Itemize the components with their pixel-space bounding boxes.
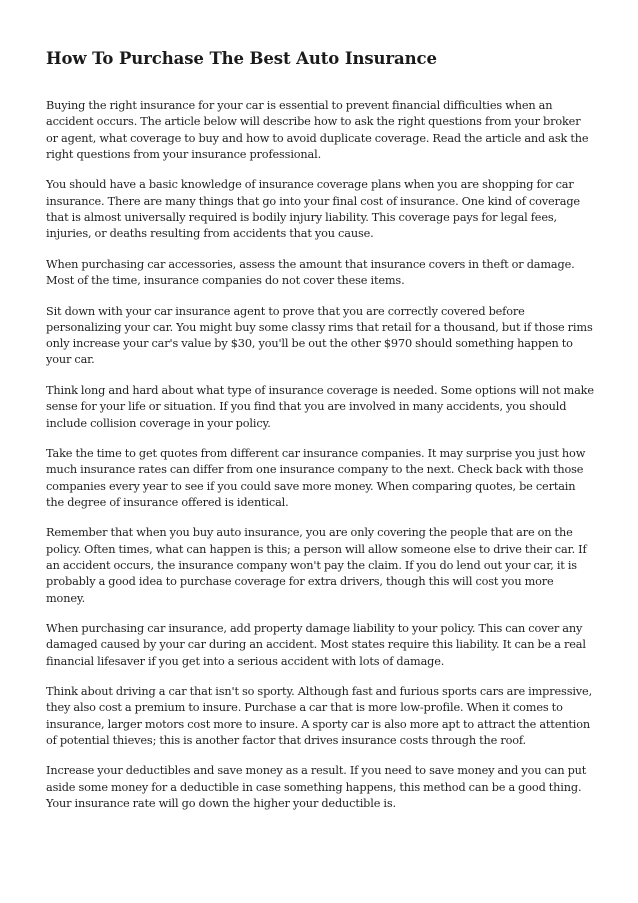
paragraph-4: Sit down with your car insurance agent to prove that you are correctly covered before personalizing your car. You might buy some classy rims that retail for a thousand, but if those rims only increase your car's value by $30, you'll be out the other $970 should something happen to your car. (46, 304, 593, 367)
paragraph-5: Think long and hard about what type of insurance coverage is needed. Some options will not make sense for your life or situation. If you find that you are involved in many accidents, you should include collision coverage in your policy. (46, 383, 594, 430)
paragraph-6: Take the time to get quotes from different car insurance companies. It may surprise you just how much insurance rates can differ from one insurance company to the next. Check back with those companies every year to see if you could save more money. When comparing quotes, be certain the degree of insurance offered is identical. (46, 446, 586, 509)
document-title: How To Purchase The Best Auto Insurance (46, 49, 437, 68)
paragraph-7: Remember that when you buy auto insurance, you are only covering the people that are on the policy. Often times, what can happen is this; a person will allow someone else to drive their car. If an accident occurs, the insurance company won't pay the claim. If you do lend out your car, it is probably a good idea to purchase coverage for extra drivers, though this will cost you more money. (46, 526, 587, 605)
paragraph-10: Increase your deductibles and save money as a result. If you need to save money and you can put aside some money for a deductible in case something happens, this method can be a good thing. Your insurance rate will go down the higher your deductible is. (46, 764, 587, 811)
paragraph-1: Buying the right insurance for your car is essential to prevent financial difficulties when an accident occurs. The article below will describe how to ask the right questions from your broker or agent, what coverage to buy and how to avoid duplicate coverage. Read the article and ask the right questions from your insurance professional. (46, 99, 589, 161)
paragraph-2: You should have a basic knowledge of insurance coverage plans when you are shopping for car insurance. There are many things that go into your final cost of insurance. One kind of coverage that is almost universally required is bodily injury liability. This coverage pays for legal fees, injuries, or deaths resulting from accidents that you cause. (46, 178, 580, 241)
paragraph-8: When purchasing car insurance, add property damage liability to your policy. This can cover any damaged caused by your car during an accident. Most states require this liability. It can be a real financial lifesaver if you get into a serious accident with lots of damage. (46, 622, 586, 668)
paragraph-9: Think about driving a car that isn't so sporty. Although fast and furious sports cars are impressive, they also cost a premium to insure. Purchase a car that is more low-profile. When it comes to insurance, larger motors cost more to insure. A sporty car is also more apt to attract the attention of potential thieves; this is another factor that drives insurance costs through the roof. (46, 685, 593, 747)
paragraph-3: When purchasing car accessories, assess the amount that insurance covers in theft or damage. Most of the time, insurance companies do not cover these items. (46, 257, 575, 288)
document-page (46, 48, 594, 827)
